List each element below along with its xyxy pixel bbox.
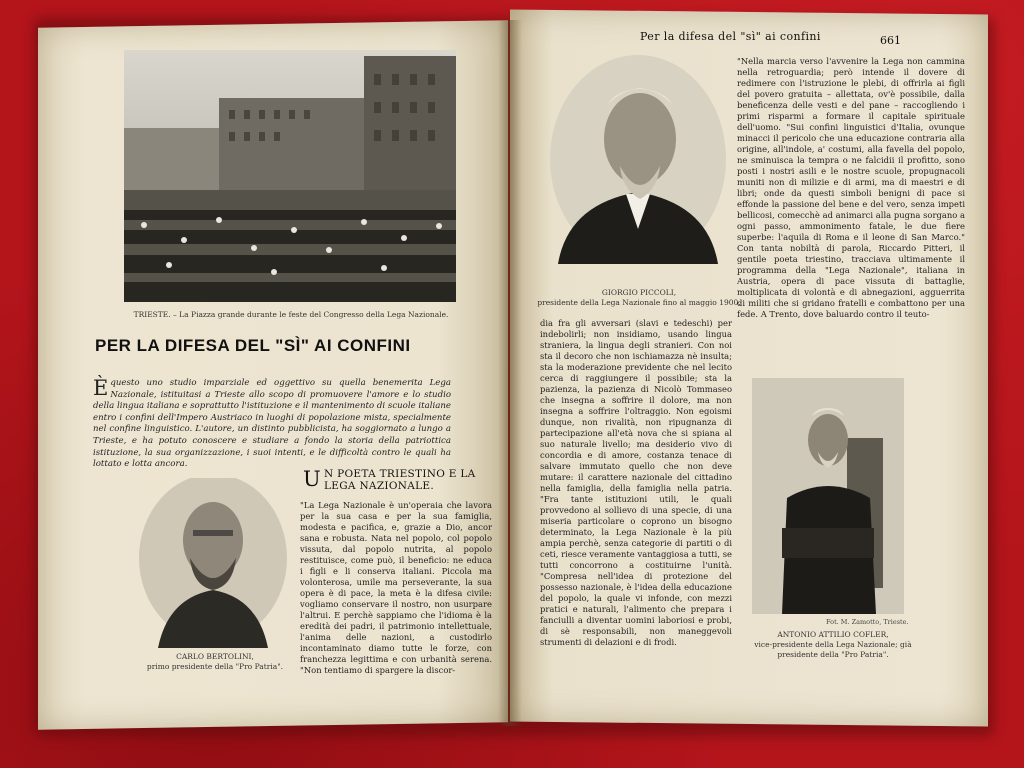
piccoli-portrait	[548, 54, 728, 264]
right-column-1-text: dia fra gli avversari (slavi e tedeschi) per indebolirli; non insidiamo, usando lingua straniera, la lingua degli stranieri. Con noi sta il decoro che non ischiamazza nè insulta; sta la moderazione previdente che nel lecito cerca di raggiungere il possibile; sta la pazienza, la pazienza di Nicolò Tommaseo che insegna a soffrire il dolore, ma non insegna a soffrire l'oltraggio. Non egoismi dunque, non rivalità, non ripugnanza di partecipazione all'età nova che si spiana al suo naturale livello; ma desiderio vivo di concordia e di amore, costanza tenace di salvare immutato quello che non deve mutare: il carattere nazionale del cittadino nella famiglia, della famiglia nella patria. "Fra tante istituzioni utili, le quali provvedono al sollievo di una specie, di una miseria particolare o coprono un bisogno determinato, la Lega Nazionale è la più ampia perchè, senza categorie di partiti o di ceti, riesce veramente vantaggiosa a tutti, se tutti concorrono a costituirne l'unità. "Compresa nell'idea di protezione del possesso nazionale, è l'idea della educazione del popolo, la quale vi infonde, con mezzi pratici e naturali, l'alimento che prepara i fanciulli a diventar uomini laboriosi e probi, di sè responsabili, non maneggevoli strumenti di delazioni e di frodi.	[540, 318, 732, 647]
intro-paragraph	[93, 378, 451, 471]
bertolini-name: CARLO BERTOLINI,	[176, 652, 254, 661]
cofler-name: ANTONIO ATTILIO COFLER,	[777, 630, 889, 639]
photo-caption: TRIESTE. – La Piazza grande durante le feste del Congresso della Lega Nazionale.	[133, 310, 449, 319]
cofler-role: vice-presidente della Lega Nazionale; già presidente della "Pro Patria".	[754, 640, 912, 659]
book-gutter	[498, 20, 522, 726]
cofler-caption	[738, 630, 928, 660]
article-title: PER LA DIFESA DEL "SÌ" AI CONFINI	[95, 336, 411, 355]
photo-credit: Fot. M. Zamotto, Trieste.	[826, 618, 909, 626]
bertolini-caption	[130, 652, 300, 672]
piccoli-name: GIORGIO PICCOLI,	[601, 288, 677, 297]
section-dropcap: U	[303, 467, 321, 491]
left-text-column	[300, 500, 492, 708]
piccoli-caption	[534, 288, 744, 308]
bertolini-role: primo presidente della "Pro Patria".	[146, 662, 284, 671]
page-number: 661	[880, 34, 901, 47]
section-title: N POETA TRIESTINO E LA LEGA NAZIONALE.	[324, 468, 476, 492]
intro-text: questo uno studio imparziale ed oggettivo su quella benemerita Lega Nazionale, istituitasi a Trieste allo scopo di promuovere l'amore e lo studio della lingua italiana e soprattutto l'istituzione e il mantenimento di scuole italiane entro i confini dell'Impero Austriaco in luoghi di popolazione mista, specialmente nel confine linguistico. L'autore, un distinto pubblicista, ha soggiornato a lungo a Trieste, e ha potuto conoscere e studiare a fondo la storia della patriottica istituzione, la sua organizzazione, i suoi intenti, e le difficoltà contro le quali ha lottato e lotta ancora.	[93, 378, 451, 470]
running-head: Per la difesa del "sì" ai confini	[640, 30, 821, 43]
bertolini-portrait	[138, 478, 288, 648]
section-heading	[303, 468, 493, 492]
left-column-text: "La Lega Nazionale è un'operaia che lavora per la sua casa e per la sua famiglia, modesta e pacifica, e, grazie a Dio, ancor sana e robusta. Nata nel popolo, col popolo vissuta, dal popolo nutrita, al popolo restituisce, come può, il beneficio: ne educa i figli e li conserva italiani. Piccola ma volonterosa, umile ma perseverante, la sua opera è di pace, la meta è la difesa civile: vogliamo conservare il nostro, non usurpare l'altrui. E perchè sappiamo che l'idioma è la eredità dei padri, il patrimonio intellettuale, l'anima delle nazioni, a custodirlo incontaminato diamo tutte le forze, con franchezza legittima e con urbanità serena. "Non tentiamo di spargere la discor-	[300, 500, 492, 675]
piccoli-role: presidente della Lega Nazionale fino al maggio 1900.	[537, 298, 741, 307]
trieste-piazza-photo	[124, 50, 456, 302]
cofler-portrait	[752, 378, 904, 614]
right-text-column-1	[540, 318, 732, 690]
intro-dropcap: È	[93, 376, 109, 400]
right-column-2-text: "Nella marcia verso l'avvenire la Lega non cammina nella retroguardia; però intende il dovere di redimere con l'istruzione le plebi, di offrirla ai figli del povero gratuita – allettata, ov'è possibile, dalla beneficenza delle vesti e del pane – raccogliendo i primi risparmi a formare il capitale spirituale dell'uomo. "Sui confini linguistici d'Italia, ovunque minacci il pericolo che una educazione contraria alla origine, all'indole, a' costumi, alla favella del popolo, ne sminuisca la tempra o ne falcidii il profitto, sono posti i nostri asili e le nostre scuole, propugnacoli muniti non di milizie e di armi, ma di maestri e di libri; onde da questi simboli benigni di pace si effonde la passione del bene e del vero, senza impeti bellicosi, comecchè ad animarci alla pugna sorgano a ogni passo, ammonimento fatale, le due fiere superbe: l'aquila di Roma e il leone di San Marco." Con tanta nobiltà di parola, Riccardo Pitteri, il gentile poeta triestino, tracciava ultimamente il programma della "Lega Nazionale", italiana in Austria, opera di pace vissuta di battaglie, moltiplicata di volontà e di abnegazioni, agguerrita di militi che si gridano fratelli e combattono per una fede. A Trento, dove baluardo contro il teuto-	[737, 56, 965, 319]
